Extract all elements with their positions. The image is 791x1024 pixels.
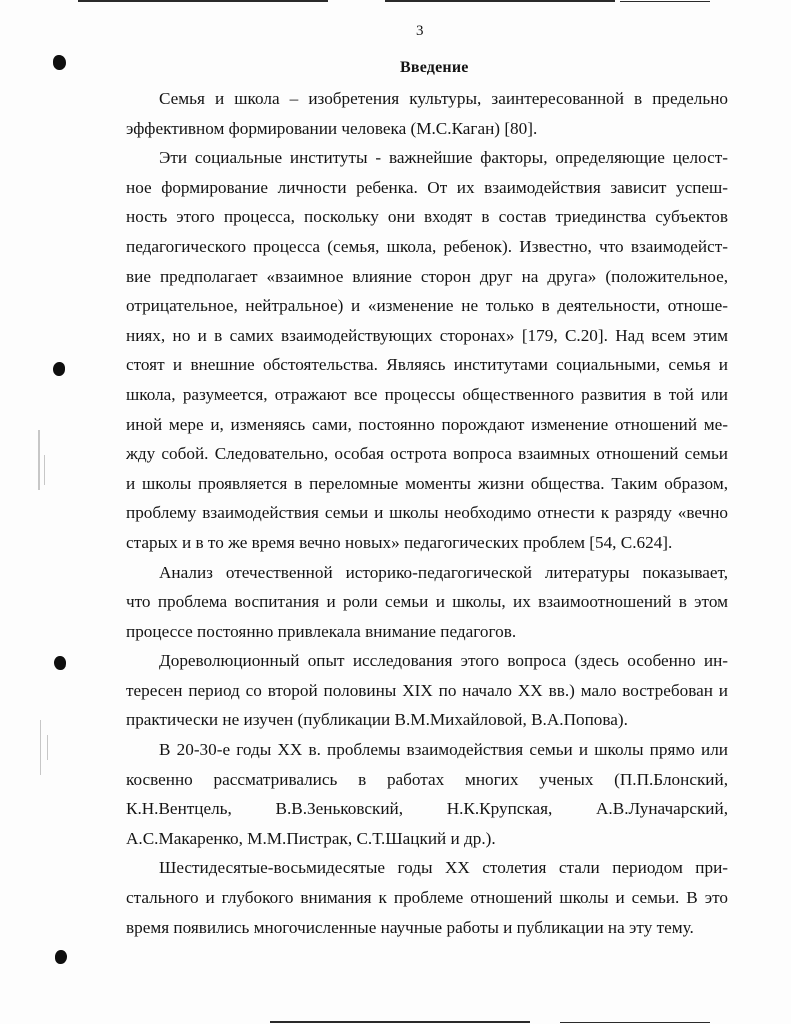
text-line: жду собой. Следовательно, особая острота вопроса взаимных отношений семьи [126, 444, 728, 464]
text-line: тересен период со второй половины XIX по начало XX вв.) мало востребован и [126, 680, 728, 700]
text-line: эффективном формировании человека (М.С.Каган) [80]. [126, 118, 538, 138]
text-line: Анализ отечественной историко-педагогической литературы показывает, [159, 562, 728, 582]
paragraph [126, 84, 728, 143]
text-line: ниях, но и в самих взаимодействующих сторонах» [179, С.20]. Над всем этим [126, 325, 728, 345]
scan-noise [44, 455, 45, 485]
text-line: проблему взаимодействия семьи и школы необходимо отнести к разряду «вечно [126, 503, 728, 523]
scan-edge-line [385, 0, 615, 2]
text-line: педагогического процесса (семья, школа, ребенок). Известно, что взаимодейст- [126, 236, 728, 256]
text-line: старых и в то же время вечно новых» педагогических проблем [54, С.624]. [126, 532, 673, 552]
scan-noise [38, 430, 40, 490]
binding-hole-mark [53, 362, 65, 376]
text-line: время появились многочисленные научные работы и публикации на эту тему. [126, 917, 694, 937]
text-line: вие предполагает «взаимное влияние сторон друг на друга» (положительное, [126, 266, 728, 286]
paragraph [126, 735, 728, 853]
text-line: иной мере и, изменяясь сами, постоянно порождают изменение отношений ме- [126, 414, 728, 434]
scan-noise [40, 720, 41, 775]
text-line: косвенно рассматривались в работах многих ученых (П.П.Блонский, [126, 769, 728, 789]
text-line: В 20-30-е годы XX в. проблемы взаимодействия семьи и школы прямо или [159, 740, 728, 760]
text-line: ное формирование личности ребенка. От их взаимодействия зависит успеш- [126, 177, 728, 197]
text-line: А.С.Макаренко, М.М.Пистрак, С.Т.Шацкий и др.). [126, 828, 496, 848]
scan-edge-line [78, 0, 328, 2]
text-line: Шестидесятые-восьмидесятые годы XX столетия стали периодом при- [159, 858, 728, 878]
binding-hole-mark [54, 656, 66, 670]
scan-edge-line [560, 1022, 710, 1023]
scan-noise [47, 735, 48, 760]
body-text [126, 84, 728, 942]
paragraph [126, 558, 728, 647]
paragraph [126, 853, 728, 942]
text-line: Эти социальные институты - важнейшие факторы, определяющие целост- [159, 148, 728, 168]
scan-edge-line [620, 1, 710, 2]
text-line: Семья и школа – изобретения культуры, заинтересованной в предельно [159, 89, 728, 108]
page-number: 3 [416, 23, 424, 39]
scan-edge-line [270, 1021, 530, 1023]
text-line: процессе постоянно привлекала внимание педагогов. [126, 621, 517, 641]
binding-hole-mark [55, 950, 67, 964]
paragraph [126, 646, 728, 735]
text-line: стального и глубокого внимания к проблеме отношений школы и семьи. В это [126, 888, 728, 908]
text-line: и школы проявляется в переломные моменты жизни общества. Таким образом, [126, 473, 728, 493]
binding-hole-mark [53, 55, 66, 70]
text-line: что проблема воспитания и роли семьи и школы, их взаимоотношений в этом [126, 592, 728, 612]
text-line: школа, разумеется, отражают все процессы общественного развития в той или [126, 384, 728, 404]
text-line: К.Н.Вентцель, В.В.Зеньковский, Н.К.Крупская, А.В.Луначарский, [126, 799, 728, 819]
text-line: отрицательное, нейтральное) и «изменение не только в деятельности, отноше- [126, 296, 728, 316]
section-heading: Введение [400, 59, 469, 76]
text-line: Дореволюционный опыт исследования этого вопроса (здесь особенно ин- [159, 651, 728, 671]
text-line: ность этого процесса, поскольку они входят в состав триединства субъектов [126, 207, 728, 227]
paragraph [126, 143, 728, 557]
text-line: практически не изучен (публикации В.М.Михайловой, В.А.Попова). [126, 710, 628, 730]
text-line: стоят и внешние обстоятельства. Являясь институтами социальными, семья и [126, 355, 728, 375]
